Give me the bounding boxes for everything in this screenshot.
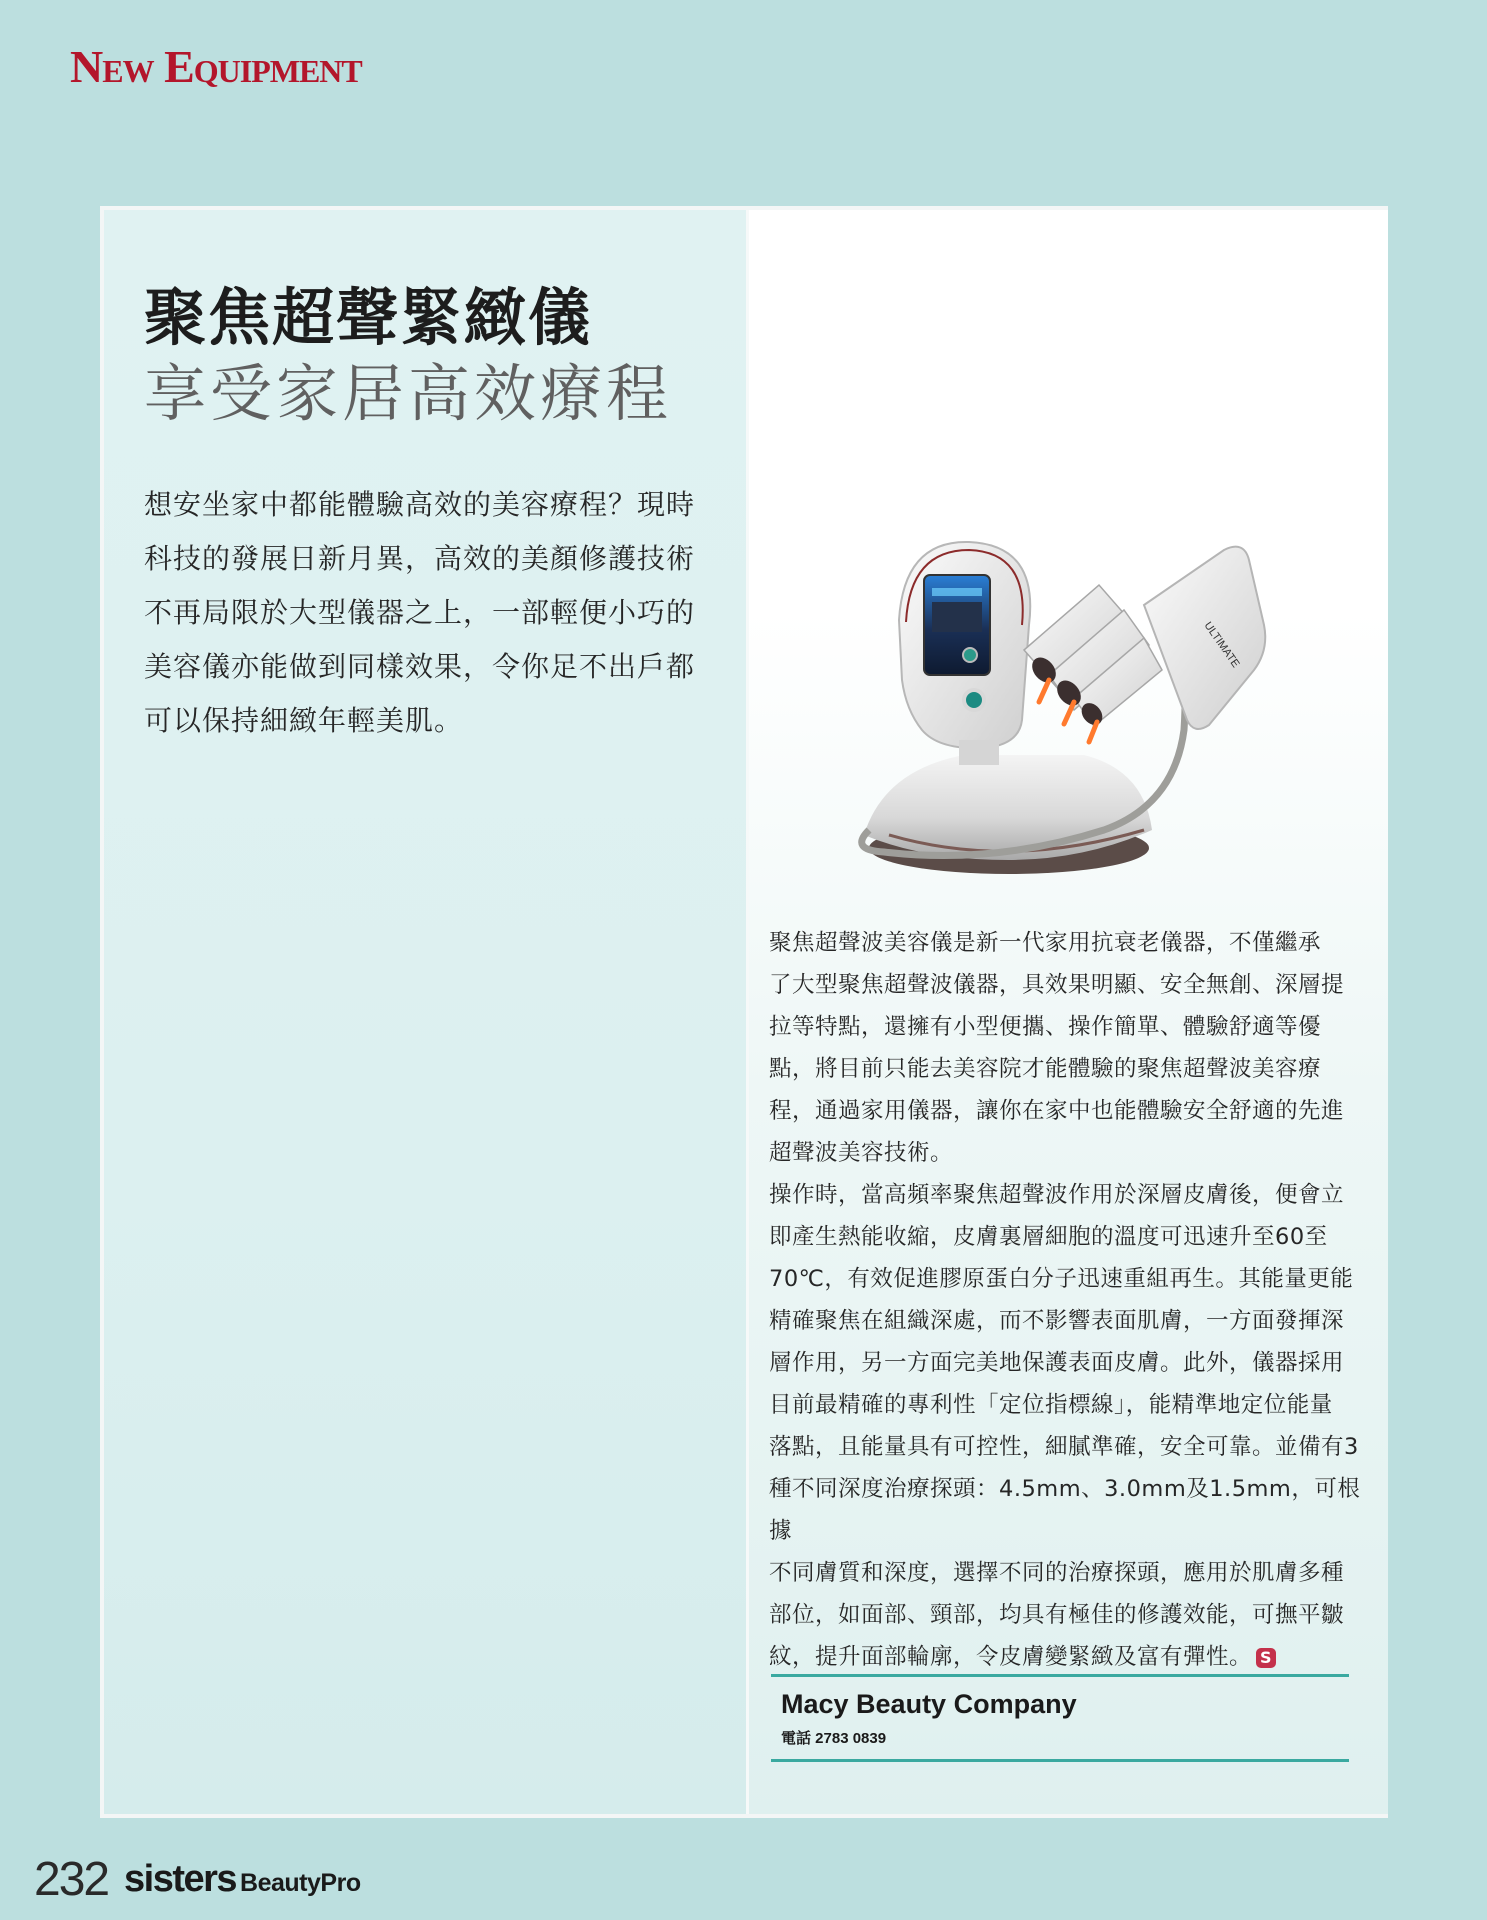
magazine-logo bbox=[124, 1858, 361, 1901]
body-line: 拉等特點，還擁有小型便攜、操作簡單、體驗舒適等優 bbox=[769, 1014, 1322, 1040]
body-line: 不同膚質和深度，選擇不同的治療探頭，應用於肌膚多種 bbox=[769, 1560, 1345, 1586]
body-line: 層作用，另一方面完美地保護表面皮膚。此外，儀器採用 bbox=[769, 1350, 1345, 1376]
article-panel bbox=[100, 206, 1388, 1818]
subheadline: 享受家居高效療程 bbox=[144, 357, 673, 430]
probe-brand-label: ULTIMATE bbox=[1201, 619, 1242, 670]
intro-paragraph bbox=[144, 478, 714, 748]
body-line: 超聲波美容技術。 bbox=[769, 1140, 954, 1166]
body-line: 目前最精確的專利性「定位指標線」，能精準地定位能量 bbox=[769, 1392, 1333, 1418]
body-line: 即產生熱能收縮，皮膚裏層細胞的溫度可迅速升至60至 bbox=[769, 1224, 1328, 1250]
body-line: 點，將目前只能去美容院才能體驗的聚焦超聲波美容療 bbox=[769, 1056, 1322, 1082]
body-line: 了大型聚焦超聲波儀器，具效果明顯、安全無創、深層提 bbox=[769, 972, 1345, 998]
company-name: Macy Beauty Company bbox=[781, 1689, 1077, 1719]
body-line: 70℃，有效促進膠原蛋白分子迅速重組再生。其能量更能 bbox=[769, 1266, 1354, 1292]
body-paragraph bbox=[769, 1174, 1369, 1678]
body-line: 程，通過家用儀器，讓你在家中也能體驗安全舒適的先進 bbox=[769, 1098, 1345, 1124]
contact-box bbox=[771, 1674, 1349, 1762]
brand-subtitle: BeautyPro bbox=[240, 1869, 361, 1897]
brand-name: sisters bbox=[124, 1858, 237, 1900]
intro-line: 想安坐家中都能體驗高效的美容療程？現時 bbox=[144, 488, 696, 521]
body-line: 操作時，當高頻率聚焦超聲波作用於深層皮膚後，便會立 bbox=[769, 1182, 1345, 1208]
intro-line: 不再局限於大型儀器之上，一部輕便小巧的 bbox=[144, 596, 696, 629]
body-paragraph bbox=[769, 922, 1369, 1174]
headline: 聚焦超聲緊緻儀 bbox=[144, 281, 593, 354]
article-body bbox=[769, 922, 1369, 1678]
phone-number: 電話 2783 0839 bbox=[781, 1730, 887, 1747]
body-line: 種不同深度治療探頭：4.5mm、3.0mm及1.5mm，可根據 bbox=[769, 1476, 1361, 1544]
right-column bbox=[749, 210, 1388, 1814]
body-line: 紋，提升面部輪廓，令皮膚變緊緻及富有彈性。 bbox=[769, 1644, 1253, 1670]
body-line: 精確聚焦在組織深處，而不影響表面肌膚，一方面發揮深 bbox=[769, 1308, 1345, 1334]
intro-line: 科技的發展日新月異，高效的美顏修護技術 bbox=[144, 542, 696, 575]
intro-line: 美容儀亦能做到同樣效果，令你足不出戶都 bbox=[144, 650, 696, 683]
page-number: 232 bbox=[34, 1853, 109, 1906]
body-line: 部位，如面部、頸部，均具有極佳的修護效能，可撫平皺 bbox=[769, 1602, 1345, 1628]
body-line: 落點，且能量具有可控性，細膩準確，安全可靠。並備有3 bbox=[769, 1434, 1359, 1460]
intro-line: 可以保持細緻年輕美肌。 bbox=[144, 704, 464, 737]
left-column bbox=[104, 210, 749, 1814]
body-line: 聚焦超聲波美容儀是新一代家用抗衰老儀器，不僅繼承 bbox=[769, 930, 1322, 956]
section-label: New Equipment bbox=[70, 41, 362, 92]
end-mark-icon: S bbox=[1256, 1648, 1276, 1668]
ultrasound-device-photo bbox=[844, 530, 1314, 900]
